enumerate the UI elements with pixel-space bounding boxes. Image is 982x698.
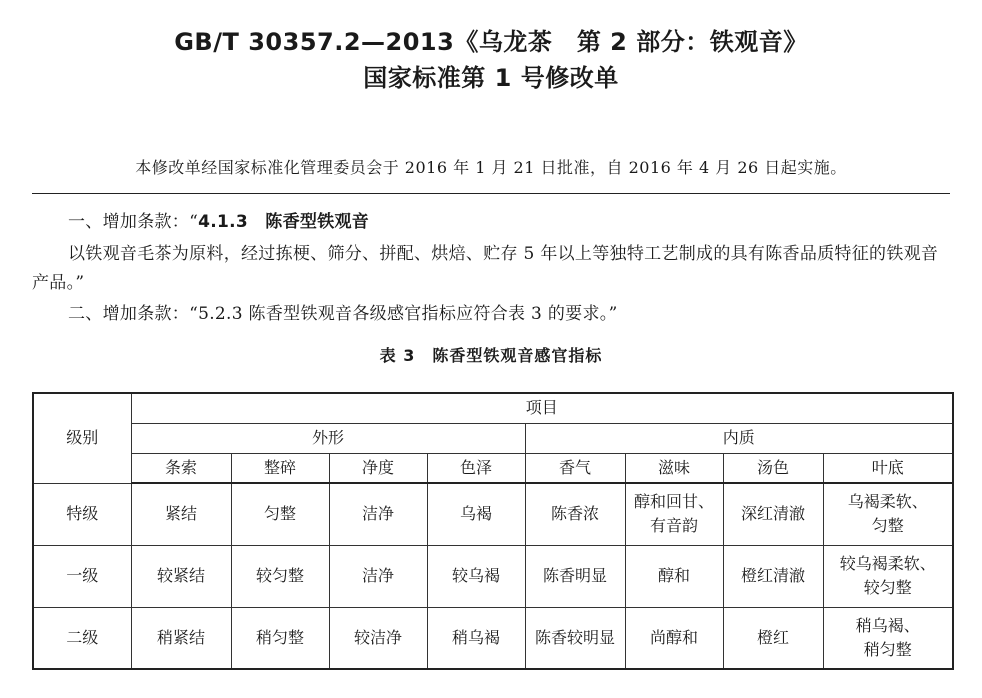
item-header: 项目 (131, 393, 953, 423)
approval-statement: 本修改单经国家标准化管理委员会于 2016 年 1 月 21 日批准，自 2016 年 4 月 26 日起实施。 (135, 158, 847, 177)
clause-1-body-text: 以铁观音毛茶为原料，经过拣梗、筛分、拼配、烘焙、贮存 5 年以上等独特工艺制成的具有陈香品质特征的铁观音产品。” (32, 244, 939, 293)
column-header: 条索 (131, 453, 231, 483)
table-row (33, 607, 953, 669)
grade-cell: 一级 (33, 545, 131, 607)
document-title-line2: 国家标准第 1 号修改单 (363, 64, 619, 92)
table-cell: 较匀整 (231, 545, 329, 607)
table-caption: 表 3 陈香型铁观音感官指标 (379, 346, 603, 365)
table-cell: 较洁净 (329, 607, 427, 669)
table-cell: 陈香浓 (525, 483, 625, 545)
table-cell: 醇和回甘、 有音韵 (625, 483, 723, 545)
table-cell: 匀整 (231, 483, 329, 545)
clause-1-heading (32, 208, 982, 237)
grade-header: 级别 (33, 393, 131, 483)
table-cell: 稍匀整 (231, 607, 329, 669)
table-cell: 洁净 (329, 483, 427, 545)
grade-cell: 二级 (33, 607, 131, 669)
group-inner-header: 内质 (525, 423, 953, 453)
table-cell: 深红清澈 (723, 483, 823, 545)
table-cell: 橙红清澈 (723, 545, 823, 607)
table-cell: 乌褐柔软、 匀整 (823, 483, 953, 545)
document-title-line1: GB/T 30357.2—2013《乌龙茶 第 2 部分：铁观音》 (174, 28, 808, 56)
table-row (33, 545, 953, 607)
grade-cell: 特级 (33, 483, 131, 545)
table-cell: 较紧结 (131, 545, 231, 607)
clause-1-number-title: 4.1.3 陈香型铁观音 (198, 212, 370, 232)
table-header-row-2 (33, 423, 953, 453)
group-appearance-header: 外形 (131, 423, 525, 453)
clause-1-body (32, 240, 950, 298)
column-header: 叶底 (823, 453, 953, 483)
table-cell: 紧结 (131, 483, 231, 545)
table-row (33, 483, 953, 545)
column-header: 色泽 (427, 453, 525, 483)
column-header: 滋味 (625, 453, 723, 483)
table-cell: 洁净 (329, 545, 427, 607)
column-header: 汤色 (723, 453, 823, 483)
table-cell: 橙红 (723, 607, 823, 669)
clause-2: 二、增加条款：“5.2.3 陈香型铁观音各级感官指标应符合表 3 的要求。” (68, 304, 618, 324)
table-cell: 陈香明显 (525, 545, 625, 607)
horizontal-rule (32, 193, 950, 194)
table-header-row-1 (33, 393, 953, 423)
table-cell: 较乌褐 (427, 545, 525, 607)
column-header: 香气 (525, 453, 625, 483)
sensory-spec-table (32, 392, 954, 670)
table-cell: 陈香较明显 (525, 607, 625, 669)
table-cell: 稍乌褐、 稍匀整 (823, 607, 953, 669)
table-header-row-3 (33, 453, 953, 483)
table-cell: 稍乌褐 (427, 607, 525, 669)
table-cell: 尚醇和 (625, 607, 723, 669)
clause-1-prefix: 一、增加条款：“ (68, 212, 199, 232)
table-cell: 较乌褐柔软、 较匀整 (823, 545, 953, 607)
column-header: 净度 (329, 453, 427, 483)
table-cell: 稍紧结 (131, 607, 231, 669)
table-cell: 乌褐 (427, 483, 525, 545)
column-header: 整碎 (231, 453, 329, 483)
table-cell: 醇和 (625, 545, 723, 607)
